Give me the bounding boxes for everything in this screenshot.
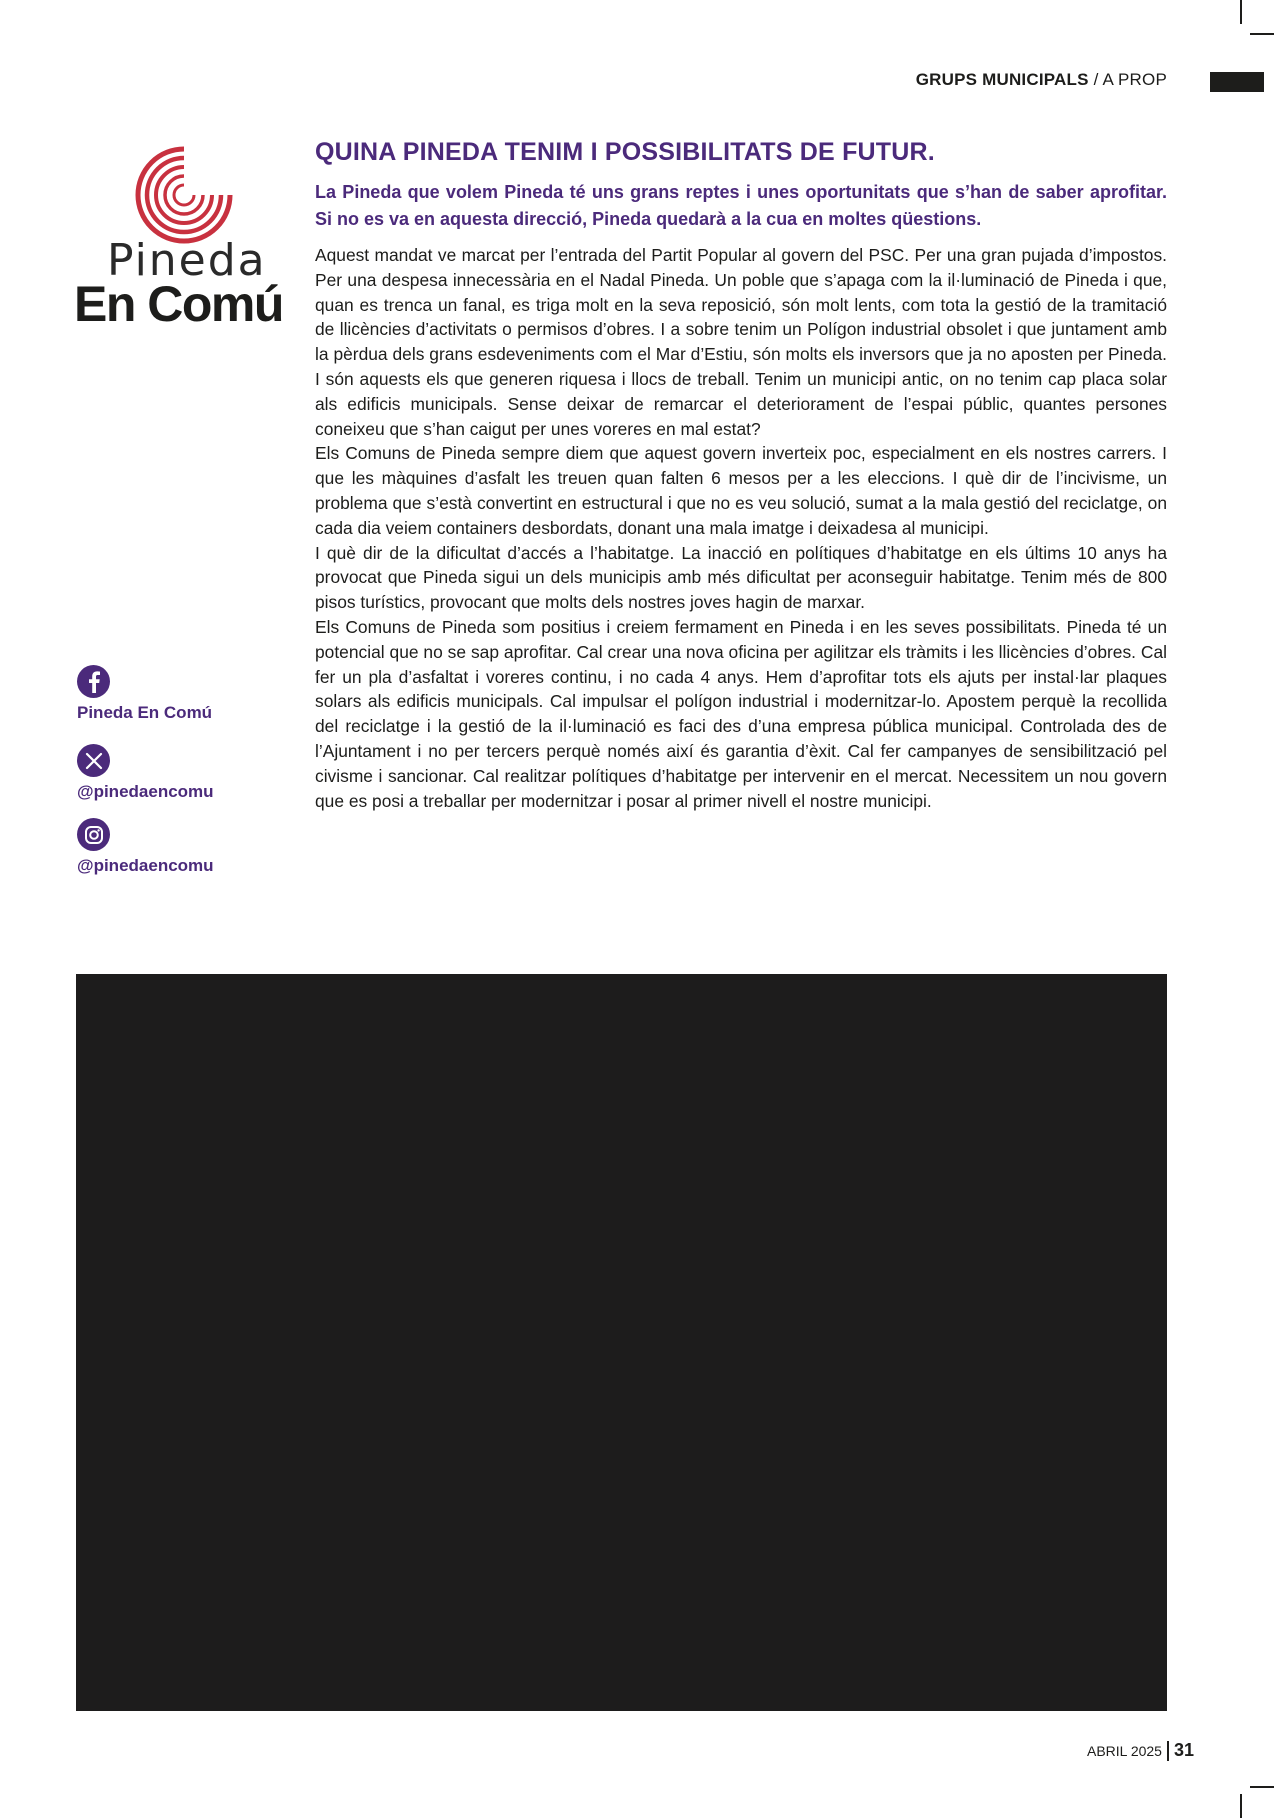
header-section: GRUPS MUNICIPALS: [915, 70, 1089, 89]
facebook-icon: [77, 665, 110, 698]
logo-word-en-comu: En Comú: [74, 276, 283, 332]
article: [315, 138, 1167, 813]
facebook-handle: Pineda En Comú: [77, 703, 213, 722]
running-header: [916, 70, 1167, 90]
logo-word-pineda: Pineda: [107, 235, 267, 286]
page-number: 31: [1173, 1740, 1194, 1760]
crop-mark: [1250, 33, 1274, 35]
article-paragraph: Els Comuns de Pineda sempre diem que aquest govern inverteix poc, especialment en els nostres carrers. I que les màquines d’asfalt les treuen quan falten 6 mesos per a les eleccions. I què dir de l’incivisme, un problema que s’està convertint en estructural i que no es veu solució, sumat a la mala gestió del reciclatge, on cada dia veiem containers desbordats, donant una mala imatge i deixadesa al municipi.: [315, 443, 1167, 538]
footer-separator: [1167, 1741, 1169, 1761]
social-instagram[interactable]: [77, 818, 214, 876]
social-facebook[interactable]: [77, 665, 212, 723]
instagram-icon: [77, 818, 110, 851]
article-paragraph: Els Comuns de Pineda som positius i creiem fermament en Pineda i en les seves possibilitats. Pineda té un potencial que no se sap aprofitar. Cal crear una nova oficina per agilitzar els tràmits i les llicències d’obres. Cal fer un pla d’asfaltat i voreres continu, i no cada 4 anys. Hem d’aprofitar tots els ajuts per instal·lar plaques solars als edificis municipals. Cal impulsar el polígon industrial i modernitzar-lo. Apostem perquè la recollida del reciclatge i la gestió de la il·luminació es faci des d’una empresa pública municipal. Controlada des de l’Ajuntament i no per tercers perquè només així és garantia d’èxit. Cal fer campanyes de sensibilització pel civisme i sancionar. Cal realitzar polítiques d’habitatge per intervenir en el mercat. Necessitem un nou govern que es posi a treballar per modernitzar i posar al primer nivell el nostre municipi.: [315, 616, 1167, 811]
photo-placeholder: [76, 974, 1167, 1711]
page-footer: [1087, 1740, 1194, 1761]
logo-rings-icon: [134, 145, 234, 245]
social-x[interactable]: [77, 744, 214, 802]
article-paragraph: Aquest mandat ve marcat per l’entrada del Partit Popular al govern del PSC. Per una gran pujada d’impostos. Per una despesa innecessària en el Nadal Pineda. Un poble que s’apaga com la il·luminació de Pineda i que, quan es trenca un fanal, es triga molt en la seva reposició, són molt lents, com tota la gestió de la tramitació de llicències d’activitats o permisos d’obres. I a sobre tenim un Polígon industrial obsolet i que juntament amb la pèrdua dels grans esdeveniments com el Mar d’Estiu, són molts els inversors que ja no aposten per Pineda. I són aquests els que generen riquesa i llocs de treball. Tenim un municipi antic, on no tenim cap placa solar als edificis municipals. Sense deixar de remarcar el deteriorament de l’espai públic, quantes persones coneixeu que s’han caigut per unes voreres en mal estat?: [315, 245, 1167, 439]
header-subsection: A PROP: [1102, 70, 1167, 89]
header-tab-marker: [1210, 72, 1264, 92]
x-icon: [77, 744, 110, 777]
crop-mark: [1240, 1794, 1242, 1818]
footer-date: ABRIL 2025: [1086, 1742, 1162, 1759]
crop-mark: [1250, 1786, 1274, 1788]
header-separator: /: [1088, 70, 1103, 89]
article-lead: La Pineda que volem Pineda té uns grans reptes i unes oportunitats que s’han de saber aprofitar. Si no es va en aquesta direcció, Pineda quedarà a la cua en moltes qüestions.: [315, 182, 1167, 229]
x-handle: @pinedaencomu: [77, 782, 214, 801]
article-title: QUINA PINEDA TENIM I POSSIBILITATS DE FUTUR.: [315, 138, 935, 166]
crop-mark: [1240, 0, 1242, 24]
party-logo: [74, 145, 289, 332]
article-paragraph: I què dir de la dificultat d’accés a l’habitatge. La inacció en polítiques d’habitatge en els últims 10 anys ha provocat que Pineda sigui un dels municipis amb més dificultat per aconseguir habitatge. Tenim més de 800 pisos turístics, provocant que molts dels nostres joves hagin de marxar.: [315, 542, 1167, 613]
instagram-handle: @pinedaencomu: [77, 856, 214, 875]
